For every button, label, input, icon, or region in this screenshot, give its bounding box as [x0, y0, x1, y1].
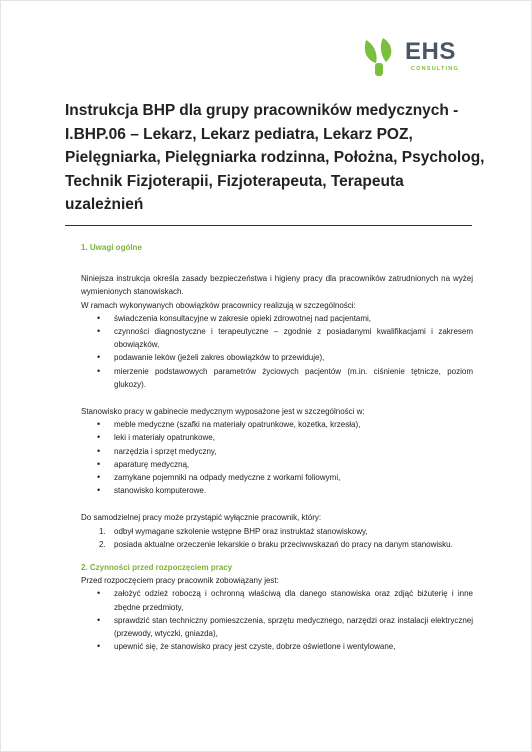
admission-list — [81, 525, 473, 551]
list-item: • czynności diagnostyczne i terapeutyczne – zgodnie z posiadanymi kwalifikacjami i zakresem obowiązków, — [114, 325, 473, 351]
list-item: • sprawdzić stan techniczny pomieszczenia, sprzętu medycznego, narzędzi oraz instalacji elektrycznej (przewody, wtyczki, gniazda), — [114, 614, 473, 640]
duties-intro: W ramach wykonywanych obowiązków pracownicy realizują w szczególności: — [81, 300, 356, 310]
list-item: • upewnić się, że stanowisko pracy jest czyste, dobrze oświetlone i wentylowane, — [114, 640, 473, 653]
duties-list — [81, 312, 473, 391]
title-divider — [65, 225, 472, 226]
before-work-list — [81, 587, 473, 653]
admission-intro: Do samodzielnej pracy może przystąpić wyłącznie pracownik, który: — [81, 513, 322, 523]
list-text: posiada aktualne orzeczenie lekarskie o braku przeciwwskazań do pracy na danym stanowisku. — [114, 539, 453, 549]
document-title: Instrukcja BHP dla grupy pracowników medycznych - I.BHP.06 – Lekarz, Lekarz pediatra, Lekarz POZ, Pielęgniarka, Pielęgniarka rodzinna, Położna, Psycholog, Technik Fizjoterapii, Fizjoterapeuta, Terapeuta uzależnień — [65, 102, 485, 214]
logo-name: EHS — [405, 38, 456, 65]
before-work-intro: Przed rozpoczęciem pracy pracownik zobowiązany jest: — [81, 576, 279, 586]
intro-paragraph: Niniejsza instrukcja określa zasady bezpieczeństwa i higieny pracy dla pracowników zatrudnionych na wyżej wymienionych stanowiskach. — [81, 274, 473, 297]
list-item: • świadczenia konsultacyjne w zakresie opieki zdrowotnej nad pacjentami, — [114, 312, 473, 325]
section-heading-general: 1. Uwagi ogólne — [81, 243, 142, 252]
list-number: 1. — [99, 526, 106, 536]
list-item — [99, 538, 473, 551]
list-item: • leki i materiały opatrunkowe, — [114, 431, 473, 444]
section-heading-before-work: 2. Czynności przed rozpoczęciem pracy — [81, 563, 233, 573]
logo-subtitle: CONSULTING — [411, 66, 459, 72]
ehs-logo — [363, 37, 473, 79]
list-item: • aparaturę medyczną, — [114, 458, 473, 471]
list-number: 2. — [99, 539, 106, 549]
list-item: • założyć odzież roboczą i ochronną właściwą dla danego stanowiska oraz zdjąć biżuterię i inne zbędne przedmioty, — [114, 587, 473, 613]
document-body — [81, 241, 473, 653]
equipment-intro: Stanowisko pracy w gabinecie medycznym wyposażone jest w szczególności w: — [81, 407, 365, 417]
equipment-list — [81, 418, 473, 497]
list-item: • stanowisko komputerowe. — [114, 484, 473, 497]
list-text: odbył wymagane szkolenie wstępne BHP oraz instruktaż stanowiskowy, — [114, 526, 368, 536]
list-item: • podawanie leków (jeżeli zakres obowiązków to przewiduje), — [114, 351, 473, 364]
list-item: • narzędzia i sprzęt medyczny, — [114, 445, 473, 458]
leaf-icon — [363, 37, 397, 77]
list-item: • zamykane pojemniki na odpady medyczne z workami foliowymi, — [114, 471, 473, 484]
list-item: • mierzenie podstawowych parametrów życiowych pacjentów (m.in. ciśnienie tętnicze, poziom glukozy). — [114, 365, 473, 391]
list-item: • meble medyczne (szafki na materiały opatrunkowe, kozetka, krzesła), — [114, 418, 473, 431]
list-item — [99, 525, 473, 538]
